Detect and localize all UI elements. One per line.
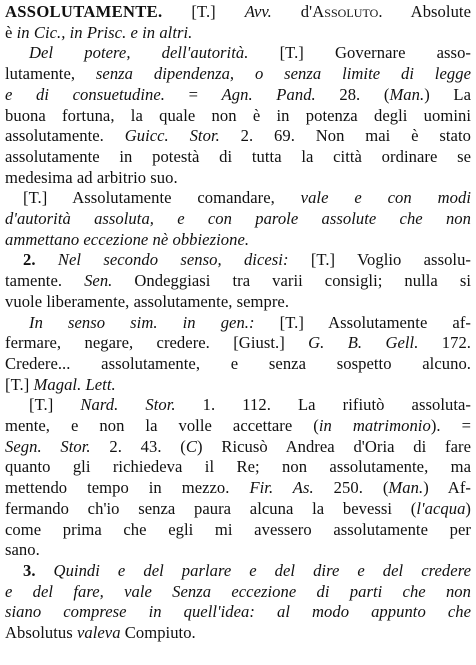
entry-line-29: e del fare, vale Senza eccezione di parti che non bbox=[5, 581, 471, 601]
entry-line-19: [T.] Magal. Lett. bbox=[5, 374, 116, 394]
entry-line-23: quanto gli richiedeva il Re; non assolutamente, ma bbox=[5, 457, 471, 477]
entry-line-5: e di consuetudine. = Agn. Pand. 28. (Man.) La bbox=[5, 84, 471, 104]
entry-line-18: Credere... assolutamente, e senza sospetto alcuno. bbox=[5, 353, 471, 373]
entry-line-20: [T.] Nard. Stor. 1. 112. La rifiutò assoluta- bbox=[29, 395, 471, 415]
entry-line-13: 2. Nel secondo senso, dicesi: [T.] Voglio assolu- bbox=[23, 250, 471, 270]
entry-line-31: Absolutus valeva Compiuto. bbox=[5, 623, 196, 643]
entry-line-28: 3. Quindi e del parlare e del dire e del credere bbox=[23, 560, 471, 580]
entry-line-2: è in Cic., in Prisc. e in altri. bbox=[5, 22, 193, 42]
entry-line-30: siano comprese in quell'idea: al modo appunto che bbox=[5, 602, 471, 622]
entry-line-9: medesima ad arbitrio suo. bbox=[5, 167, 178, 187]
entry-line-3: Del potere, dell'autorità. [T.] Governare asso- bbox=[29, 43, 471, 63]
entry-line-26: come prima che egli mi avessero assolutamente per bbox=[5, 519, 471, 539]
entry-line-4: lutamente, senza dipendenza, o senza limite di legge bbox=[5, 64, 471, 84]
entry-line-8: assolutamente in potestà di tutta la città ordinare se bbox=[5, 146, 471, 166]
entry-line-7: assolutamente. Guicc. Stor. 2. 69. Non mai è stato bbox=[5, 126, 471, 146]
entry-line-6: buona fortuna, la quale non è in potenza degli uomini bbox=[5, 105, 471, 125]
entry-line-16: In senso sim. in gen.: [T.] Assolutamente af- bbox=[29, 312, 471, 332]
headword: ASSOLUTAMENTE. bbox=[5, 2, 163, 21]
entry-line-24: mettendo tempo in mezzo. Fir. As. 250. (Man.) Af- bbox=[5, 478, 471, 498]
entry-line-22: Segn. Stor. 2. 43. (C) Ricusò Andrea d'Oria di fare bbox=[5, 436, 471, 456]
entry-line-14: tamente. Sen. Ondeggiasi tra varii consigli; nulla si bbox=[5, 271, 471, 291]
entry-line-17: fermare, negare, credere. [Giust.] G. B. Gell. 172. bbox=[5, 333, 471, 353]
entry-line-25: fermando ch'io senza paura alcuna la bevessi (l'acqua) bbox=[5, 498, 471, 518]
entry-line-12: ammettano eccezione nè obbiezione. bbox=[5, 229, 250, 249]
entry-line-1: ASSOLUTAMENTE. [T.] Avv. d'Assoluto. Absolute bbox=[5, 2, 471, 21]
dictionary-entry bbox=[5, 2, 471, 644]
entry-line-11: d'autorità assoluta, e con parole assolute che non bbox=[5, 209, 471, 229]
entry-line-15: vuole liberamente, assolutamente, sempre. bbox=[5, 291, 290, 311]
entry-line-27: sano. bbox=[5, 540, 40, 560]
entry-line-10: [T.] Assolutamente comandare, vale e con modi bbox=[23, 188, 471, 208]
entry-line-21: mente, e non la volle accettare (in matrimonio). = bbox=[5, 416, 471, 436]
